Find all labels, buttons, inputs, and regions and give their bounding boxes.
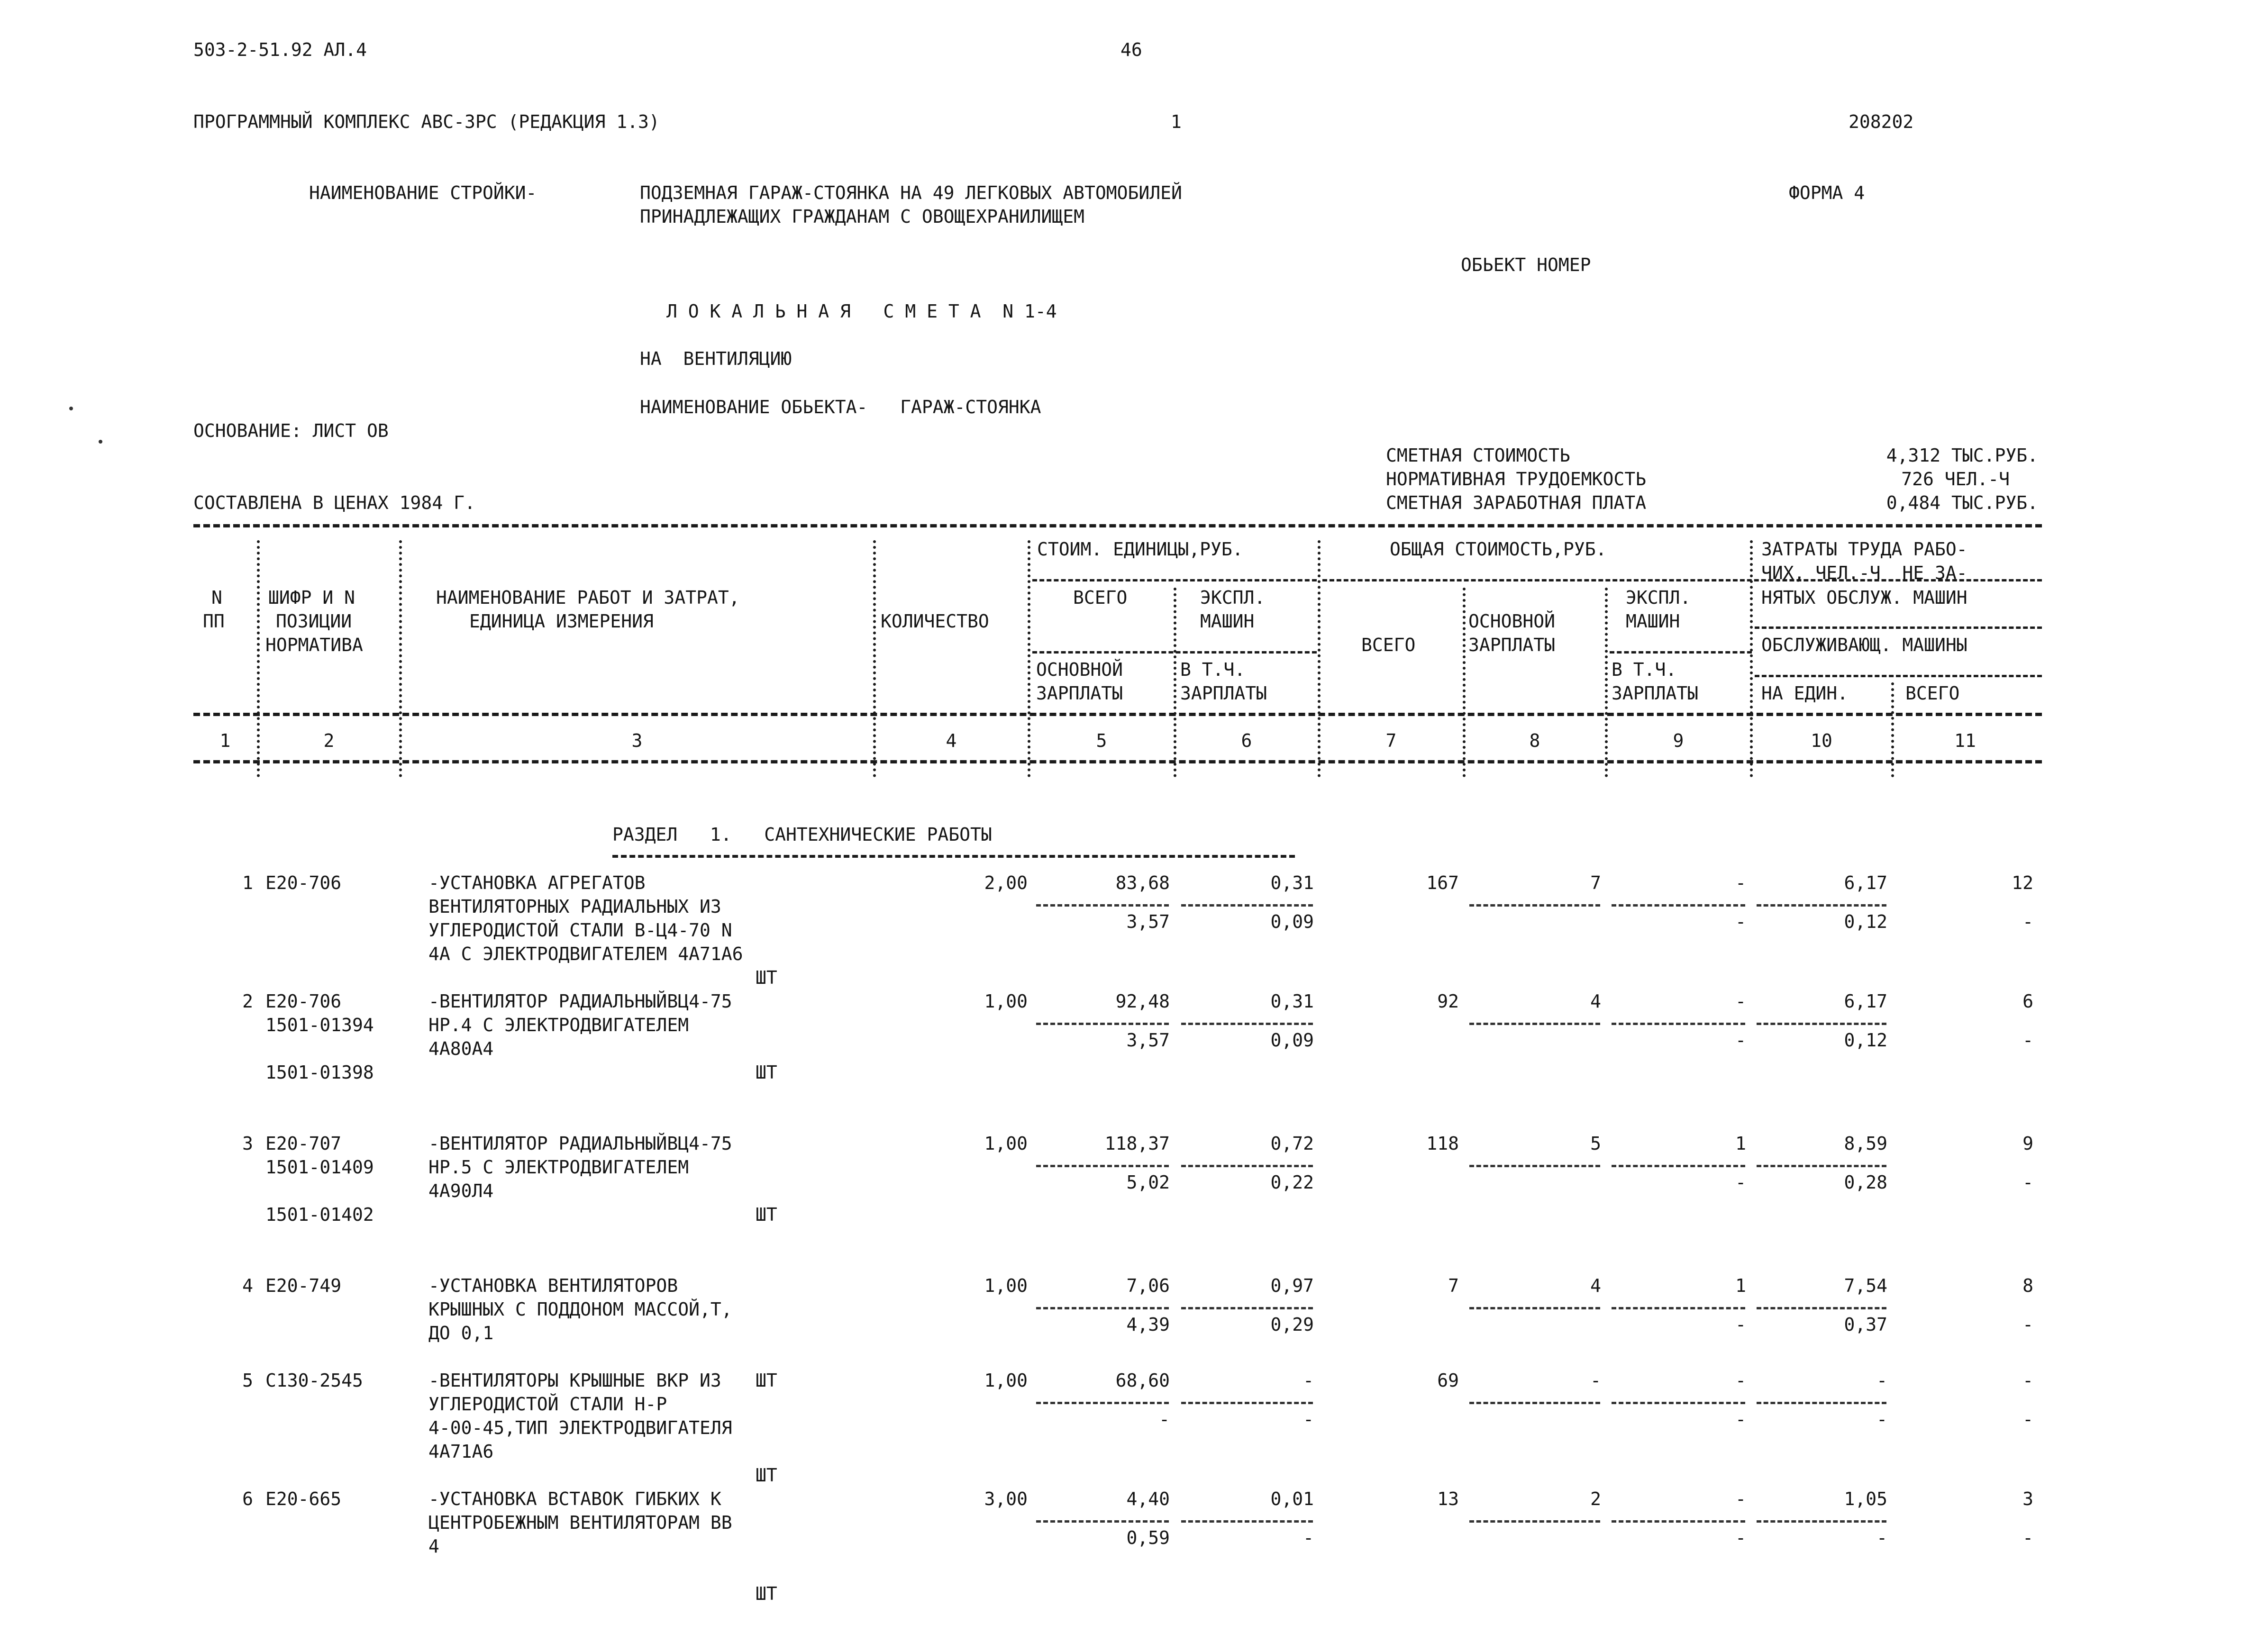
row-work-name: ДО 0,1 [428, 1323, 494, 1343]
cell-divider [1036, 1402, 1169, 1404]
row-code: 1501-01398 [265, 1062, 374, 1083]
unit-cost-machines: 0,31 [1270, 991, 1314, 1012]
total-base-wage: 7 [1590, 872, 1601, 893]
cell-divider [1757, 904, 1886, 907]
unit-base-wage: - [1159, 1409, 1170, 1430]
cell-divider [1612, 1307, 1745, 1309]
row-code: Е20-749 [265, 1275, 342, 1296]
total-base-wage: 4 [1590, 991, 1601, 1012]
cell-divider [1612, 1165, 1745, 1167]
col5-hdr-a: ВСЕГО [1073, 587, 1128, 608]
labor-machine-per-unit: 0,28 [1844, 1172, 1887, 1193]
row-work-name: КРЫШНЫХ С ПОДДОНОМ МАССОЙ,Т, [428, 1299, 732, 1320]
labor-total: 8 [2022, 1275, 2033, 1296]
cell-divider [1469, 904, 1600, 907]
total-machine-wage: - [1735, 1527, 1746, 1548]
header-top-rule [193, 524, 2042, 527]
row-work-name: 4-00-45,ТИП ЭЛЕКТРОДВИГАТЕЛЯ [428, 1417, 732, 1438]
cell-divider [1757, 1402, 1886, 1404]
row-work-name: 4А71А6 [428, 1441, 494, 1462]
labor-per-unit: 8,59 [1844, 1133, 1887, 1154]
row-work-name: -ВЕНТИЛЯТОРЫ КРЫШНЫЕ ВКР ИЗ [428, 1370, 721, 1391]
row-number: 4 [242, 1275, 253, 1296]
cell-divider [1181, 1023, 1313, 1025]
row-number: 6 [242, 1489, 253, 1509]
estimate-title: Л О К А Л Ь Н А Я С М Е Т А N 1-4 [666, 301, 1057, 322]
col-number: 8 [1529, 730, 1540, 751]
total-machines: - [1735, 991, 1746, 1012]
unit-cost-total: 118,37 [1104, 1133, 1170, 1154]
row-unit: ШТ [756, 1062, 777, 1083]
cell-divider [1469, 1520, 1600, 1523]
unit-cost-machines: - [1303, 1370, 1314, 1391]
labor-hdr-a: ЗАТРАТЫ ТРУДА РАБО- [1761, 539, 1967, 560]
row-work-name: -ВЕНТИЛЯТОР РАДИАЛЬНЫЙВЦ4-75 [428, 1133, 732, 1154]
unit-cost-total: 7,06 [1126, 1275, 1170, 1296]
labor-per-unit: 7,54 [1844, 1275, 1887, 1296]
col2-hdr-a: ШИФР И N [268, 587, 355, 608]
total-machines: - [1735, 1489, 1746, 1509]
cell-divider [1469, 1165, 1600, 1167]
total-cost: 92 [1437, 991, 1459, 1012]
cell-divider [1612, 1023, 1745, 1025]
row-code: Е20-706 [265, 872, 342, 893]
unit-cost-hdr: СТОИМ. ЕДИНИЦЫ,РУБ. [1037, 539, 1243, 560]
total-base-wage: - [1590, 1370, 1601, 1391]
row-code: 1501-01394 [265, 1015, 374, 1035]
row-work-name: 4А80А4 [428, 1038, 494, 1059]
cell-divider [1181, 1402, 1313, 1404]
object-number-label: ОБЬЕКТ НОМЕР [1461, 254, 1591, 275]
total-machine-wage: - [1735, 1409, 1746, 1430]
row-quantity: 1,00 [984, 1275, 1028, 1296]
labor-machine-per-unit: 0,37 [1844, 1314, 1887, 1335]
basis: ОСНОВАНИЕ: ЛИСТ ОВ [193, 420, 389, 441]
unit-cost-total: 4,40 [1126, 1489, 1170, 1509]
row-code: Е20-665 [265, 1489, 342, 1509]
col6-hdr-c: В Т.Ч. [1180, 659, 1246, 680]
col-number: 6 [1241, 730, 1252, 751]
col2-hdr-c: НОРМАТИВА [265, 635, 363, 655]
unit-machine-wage: 0,29 [1270, 1314, 1314, 1335]
row-code: С130-2545 [265, 1370, 363, 1391]
unit-cost-machines: 0,01 [1270, 1489, 1314, 1509]
cell-divider [1612, 904, 1745, 907]
row-quantity: 1,00 [984, 991, 1028, 1012]
col-number: 7 [1385, 730, 1397, 751]
col5-hdr-b: ОСНОВНОЙ [1036, 659, 1123, 680]
unit-machine-wage: - [1303, 1409, 1314, 1430]
col3-hdr-a: НАИМЕНОВАНИЕ РАБОТ И ЗАТРАТ, [436, 587, 740, 608]
labor-hdr-c: НЯТЫХ ОБСЛУЖ. МАШИН [1761, 587, 1967, 608]
total-base-wage: 5 [1590, 1133, 1601, 1154]
row-unit: ШТ [756, 1204, 777, 1225]
summary-label-cost: СМЕТНАЯ СТОИМОСТЬ [1386, 445, 1570, 466]
cell-divider [1757, 1023, 1886, 1025]
construction-line-1: ПОДЗЕМНАЯ ГАРАЖ-СТОЯНКА НА 49 ЛЕГКОВЫХ АВТОМОБИЛЕЙ [640, 182, 1182, 203]
row-quantity: 3,00 [984, 1489, 1028, 1509]
total-machines: - [1735, 1370, 1746, 1391]
cell-divider [1036, 1520, 1169, 1523]
program-name: ПРОГРАММНЫЙ КОМПЛЕКС АВС-3РС (РЕДАКЦИЯ 1.3) [193, 111, 660, 132]
unit-cost-machines: 0,31 [1270, 872, 1314, 893]
labor-machine-total: - [2022, 1030, 2033, 1051]
prices-year: СОСТАВЛЕНА В ЦЕНАХ 1984 Г. [193, 492, 475, 513]
total-machines: 1 [1735, 1275, 1746, 1296]
cell-divider [1036, 904, 1169, 907]
labor-per-unit: 1,05 [1844, 1489, 1887, 1509]
col4-hdr: КОЛИЧЕСТВО [881, 611, 989, 632]
total-cost: 13 [1437, 1489, 1459, 1509]
col-number: 1 [219, 730, 231, 751]
row-code: Е20-707 [265, 1133, 342, 1154]
labor-machine-total: - [2022, 1172, 2033, 1193]
total-machines: - [1735, 872, 1746, 893]
cell-divider [1181, 1520, 1313, 1523]
labor-total: 6 [2022, 991, 2033, 1012]
total-cost: 167 [1426, 872, 1459, 893]
summary-label-wage: СМЕТНАЯ ЗАРАБОТНАЯ ПЛАТА [1386, 492, 1647, 513]
labor-total: - [2022, 1370, 2033, 1391]
section-underline [612, 855, 1295, 858]
row-number: 1 [242, 872, 253, 893]
col-number: 2 [323, 730, 335, 751]
row-unit: ШТ [756, 967, 777, 988]
col9-hdr-c: В Т.Ч. [1612, 659, 1677, 680]
summary-value-cost: 4,312 ТЫС.РУБ. [1886, 445, 2038, 466]
header-mid-rule [193, 713, 2042, 716]
unit-base-wage: 5,02 [1126, 1172, 1170, 1193]
labor-machine-total: - [2022, 911, 2033, 932]
labor-per-unit: - [1876, 1370, 1887, 1391]
unit-base-wage: 0,59 [1126, 1527, 1170, 1548]
col6-hdr-d: ЗАРПЛАТЫ [1180, 683, 1267, 704]
estimate-subtitle: НА ВЕНТИЛЯЦИЮ [640, 348, 792, 369]
col-number: 5 [1096, 730, 1107, 751]
unit-cost-total: 83,68 [1115, 872, 1170, 893]
labor-machine-per-unit: 0,12 [1844, 911, 1887, 932]
unit-cost-total: 92,48 [1115, 991, 1170, 1012]
cell-divider [1181, 1307, 1313, 1309]
col-number: 4 [946, 730, 957, 751]
labor-per-unit: 6,17 [1844, 872, 1887, 893]
row-work-name: ВЕНТИЛЯТОРНЫХ РАДИАЛЬНЫХ ИЗ [428, 896, 721, 917]
row-work-name: УГЛЕРОДИСТОЙ СТАЛИ Н-Р [428, 1394, 667, 1415]
summary-value-wage: 0,484 ТЫС.РУБ. [1886, 492, 2038, 513]
cell-divider [1181, 904, 1313, 907]
row-quantity: 1,00 [984, 1370, 1028, 1391]
row-code: 1501-01402 [265, 1204, 374, 1225]
labor-hdr-b: ЧИХ, ЧЕЛ.-Ч НЕ ЗА- [1761, 563, 1967, 583]
sheet-number: 1 [1171, 111, 1182, 132]
cell-divider [1469, 1307, 1600, 1309]
total-cost: 7 [1448, 1275, 1459, 1296]
col5-hdr-c: ЗАРПЛАТЫ [1036, 683, 1123, 704]
summary-value-labor: 726 ЧЕЛ.-Ч [1901, 469, 2010, 490]
col-number: 11 [1954, 730, 1976, 751]
summary-label-labor: НОРМАТИВНАЯ ТРУДОЕМКОСТЬ [1386, 469, 1647, 490]
construction-label: НАИМЕНОВАНИЕ СТРОЙКИ- [309, 182, 537, 203]
total-machine-wage: - [1735, 1030, 1746, 1051]
total-machines: 1 [1735, 1133, 1746, 1154]
page-number: 46 [1120, 39, 1142, 60]
col2-hdr-b: ПОЗИЦИИ [276, 611, 352, 632]
labor-total: 3 [2022, 1489, 2033, 1509]
unit-cost-machines: 0,97 [1270, 1275, 1314, 1296]
row-work-name: -УСТАНОВКА АГРЕГАТОВ [428, 872, 646, 893]
row-unit: ШТ [756, 1370, 777, 1391]
total-base-wage: 4 [1590, 1275, 1601, 1296]
row-code: Е20-706 [265, 991, 342, 1012]
total-cost: 69 [1437, 1370, 1459, 1391]
unit-cost-machines: 0,72 [1270, 1133, 1314, 1154]
cell-divider [1757, 1307, 1886, 1309]
labor-total: 12 [2012, 872, 2033, 893]
col8-hdr-a: ОСНОВНОЙ [1468, 611, 1556, 632]
total-machine-wage: - [1735, 911, 1746, 932]
unit-machine-wage: 0,09 [1270, 911, 1314, 932]
section-title: РАЗДЕЛ 1. САНТЕХНИЧЕСКИЕ РАБОТЫ [612, 824, 992, 845]
col9-hdr-a: ЭКСПЛ. [1626, 587, 1691, 608]
labor-machine-total: - [2022, 1527, 2033, 1548]
total-cost-hdr: ОБЩАЯ СТОИМОСТЬ,РУБ. [1390, 539, 1607, 560]
unit-machine-wage: 0,09 [1270, 1030, 1314, 1051]
cell-divider [1469, 1402, 1600, 1404]
row-work-name: -УСТАНОВКА ВЕНТИЛЯТОРОВ [428, 1275, 678, 1296]
total-machine-wage: - [1735, 1172, 1746, 1193]
row-unit: ШТ [756, 1583, 777, 1604]
col6-hdr-b: МАШИН [1200, 611, 1255, 632]
col-number: 10 [1811, 730, 1832, 751]
col9-hdr-d: ЗАРПЛАТЫ [1612, 683, 1699, 704]
labor-machine-per-unit: - [1876, 1409, 1887, 1430]
col6-hdr-a: ЭКСПЛ. [1200, 587, 1266, 608]
row-number: 5 [242, 1370, 253, 1391]
col11-hdr: ВСЕГО [1905, 683, 1960, 704]
col7-hdr: ВСЕГО [1361, 635, 1416, 655]
labor-total: 9 [2022, 1133, 2033, 1154]
col-number: 9 [1673, 730, 1684, 751]
cell-divider [1757, 1520, 1886, 1523]
cell-divider [1612, 1402, 1745, 1404]
doc-code: 503-2-51.92 АЛ.4 [193, 39, 367, 60]
cell-divider [1612, 1520, 1745, 1523]
cell-divider [1757, 1165, 1886, 1167]
row-work-name: -УСТАНОВКА ВСТАВОК ГИБКИХ К [428, 1489, 721, 1509]
col1-hdr-b: ПП [203, 611, 225, 632]
row-work-name: 4 [428, 1536, 439, 1557]
unit-base-wage: 3,57 [1126, 1030, 1170, 1051]
labor-hdr-d: ОБСЛУЖИВАЮЩ. МАШИНЫ [1761, 635, 1967, 655]
row-work-name: НР.4 С ЭЛЕКТРОДВИГАТЕЛЕМ [428, 1015, 689, 1035]
construction-line-2: ПРИНАДЛЕЖАЩИХ ГРАЖДАНАМ С ОВОЩЕХРАНИЛИЩЕМ [640, 206, 1084, 227]
total-base-wage: 2 [1590, 1489, 1601, 1509]
row-work-name: НР.5 С ЭЛЕКТРОДВИГАТЕЛЕМ [428, 1157, 689, 1178]
object-name: НАИМЕНОВАНИЕ ОБЬЕКТА- ГАРАЖ-СТОЯНКА [640, 397, 1041, 418]
unit-cost-total: 68,60 [1115, 1370, 1170, 1391]
header-bottom-rule [193, 760, 2042, 763]
col1-hdr-a: N [211, 587, 222, 608]
cell-divider [1181, 1165, 1313, 1167]
row-quantity: 1,00 [984, 1133, 1028, 1154]
unit-machine-wage: - [1303, 1527, 1314, 1548]
row-work-name: УГЛЕРОДИСТОЙ СТАЛИ В-Ц4-70 N [428, 920, 732, 941]
col8-hdr-b: ЗАРПЛАТЫ [1468, 635, 1556, 655]
col10-hdr: НА ЕДИН. [1761, 683, 1849, 704]
labor-machine-per-unit: 0,12 [1844, 1030, 1887, 1051]
unit-base-wage: 4,39 [1126, 1314, 1170, 1335]
form-number: ФОРМА 4 [1789, 182, 1865, 203]
row-work-name: 4А С ЭЛЕКТРОДВИГАТЕЛЕМ 4А71А6 [428, 944, 743, 964]
col-number: 3 [631, 730, 643, 751]
row-unit: ШТ [756, 1465, 777, 1486]
col3-hdr-b: ЕДИНИЦА ИЗМЕРЕНИЯ [469, 611, 654, 632]
total-machine-wage: - [1735, 1314, 1746, 1335]
cell-divider [1036, 1023, 1169, 1025]
labor-per-unit: 6,17 [1844, 991, 1887, 1012]
row-quantity: 2,00 [984, 872, 1028, 893]
unit-base-wage: 3,57 [1126, 911, 1170, 932]
col9-hdr-b: МАШИН [1626, 611, 1680, 632]
row-number: 3 [242, 1133, 253, 1154]
labor-machine-total: - [2022, 1314, 2033, 1335]
total-cost: 118 [1426, 1133, 1459, 1154]
row-work-name: -ВЕНТИЛЯТОР РАДИАЛЬНЫЙВЦ4-75 [428, 991, 732, 1012]
row-code: 1501-01409 [265, 1157, 374, 1178]
labor-machine-total: - [2022, 1409, 2033, 1430]
row-number: 2 [242, 991, 253, 1012]
scan-speck [99, 440, 102, 444]
scan-speck [69, 407, 73, 410]
unit-machine-wage: 0,22 [1270, 1172, 1314, 1193]
code-number: 208202 [1849, 111, 1914, 132]
row-work-name: 4А90Л4 [428, 1180, 494, 1201]
row-work-name: ЦЕНТРОБЕЖНЫМ ВЕНТИЛЯТОРАМ ВВ [428, 1512, 732, 1533]
cell-divider [1036, 1307, 1169, 1309]
labor-machine-per-unit: - [1876, 1527, 1887, 1548]
cell-divider [1036, 1165, 1169, 1167]
cell-divider [1469, 1023, 1600, 1025]
